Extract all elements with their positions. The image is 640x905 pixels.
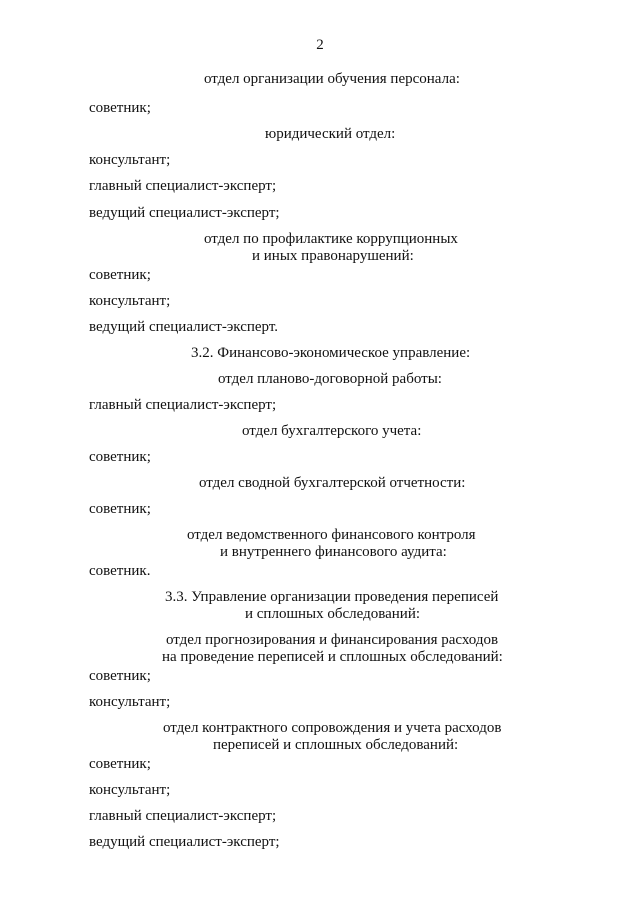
- section-heading: 3.3. Управление организации проведения переписей: [165, 589, 499, 605]
- dept-heading: отдел ведомственного финансового контроля: [187, 527, 476, 543]
- dept-heading: отдел контрактного сопровождения и учета расходов: [163, 720, 502, 736]
- position-item: главный специалист-эксперт;: [89, 808, 277, 824]
- position-item: консультант;: [89, 782, 171, 798]
- dept-heading-continued: на проведение переписей и сплошных обследований:: [162, 649, 503, 665]
- section-heading: 3.2. Финансово-экономическое управление:: [191, 345, 471, 361]
- position-item: ведущий специалист-эксперт.: [89, 319, 279, 335]
- position-item: ведущий специалист-эксперт;: [89, 834, 280, 850]
- position-item: советник;: [89, 756, 151, 772]
- position-item: консультант;: [89, 293, 171, 309]
- position-item: главный специалист-эксперт;: [89, 397, 277, 413]
- position-item: советник;: [89, 501, 151, 517]
- dept-heading: отдел планово-договорной работы:: [218, 371, 442, 387]
- dept-heading: отдел прогнозирования и финансирования расходов: [166, 632, 499, 648]
- position-item: советник;: [89, 267, 151, 283]
- position-item: советник;: [89, 449, 151, 465]
- page-number: 2: [316, 37, 324, 53]
- dept-heading: отдел по профилактике коррупционных: [204, 231, 458, 247]
- dept-heading: юридический отдел:: [265, 126, 396, 142]
- section-heading-continued: и сплошных обследований:: [245, 606, 421, 622]
- dept-heading: отдел организации обучения персонала:: [204, 71, 460, 87]
- position-item: ведущий специалист-эксперт;: [89, 205, 280, 221]
- position-item: консультант;: [89, 694, 171, 710]
- position-item: консультант;: [89, 152, 171, 168]
- dept-heading-continued: и иных правонарушений:: [252, 248, 414, 264]
- dept-heading: отдел сводной бухгалтерской отчетности:: [199, 475, 466, 491]
- position-item: советник;: [89, 668, 151, 684]
- position-item: советник;: [89, 100, 151, 116]
- dept-heading: отдел бухгалтерского учета:: [242, 423, 422, 439]
- position-item: главный специалист-эксперт;: [89, 178, 277, 194]
- position-item: советник.: [89, 563, 151, 579]
- dept-heading-continued: и внутреннего финансового аудита:: [220, 544, 447, 560]
- dept-heading-continued: переписей и сплошных обследований:: [213, 737, 459, 753]
